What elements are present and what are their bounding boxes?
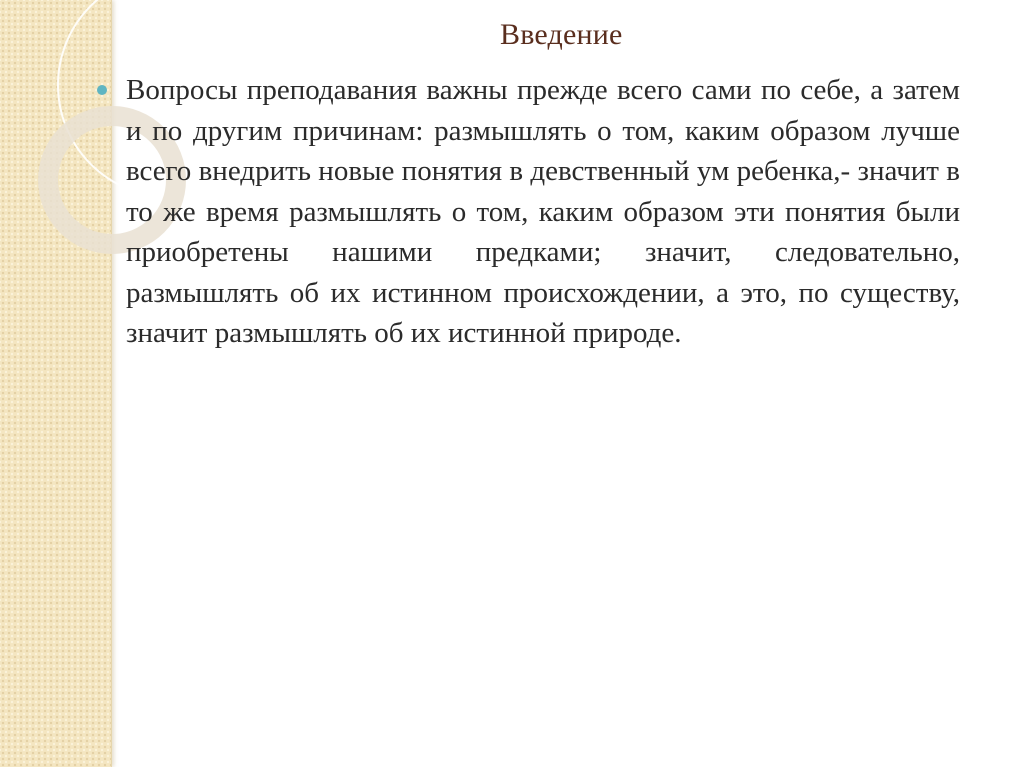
- bullet-text: Вопросы преподавания важны прежде всего сами по себе, а затем и по другим причинам: размышлять о том, каким образом лучше всего внедрить новые понятия в девственный ум ребенка,- значит в то же время размышлять о том, каким образом эти понятия были приобретены нашими предками; значит, следовательно, размышлять об их истинном происхождении, а это, по существу, значит размышлять об их истинной природе.: [126, 74, 960, 349]
- slide-title: Введение: [500, 18, 623, 51]
- decorative-side-panel: [0, 0, 112, 767]
- bullet-dot-icon: [97, 85, 107, 95]
